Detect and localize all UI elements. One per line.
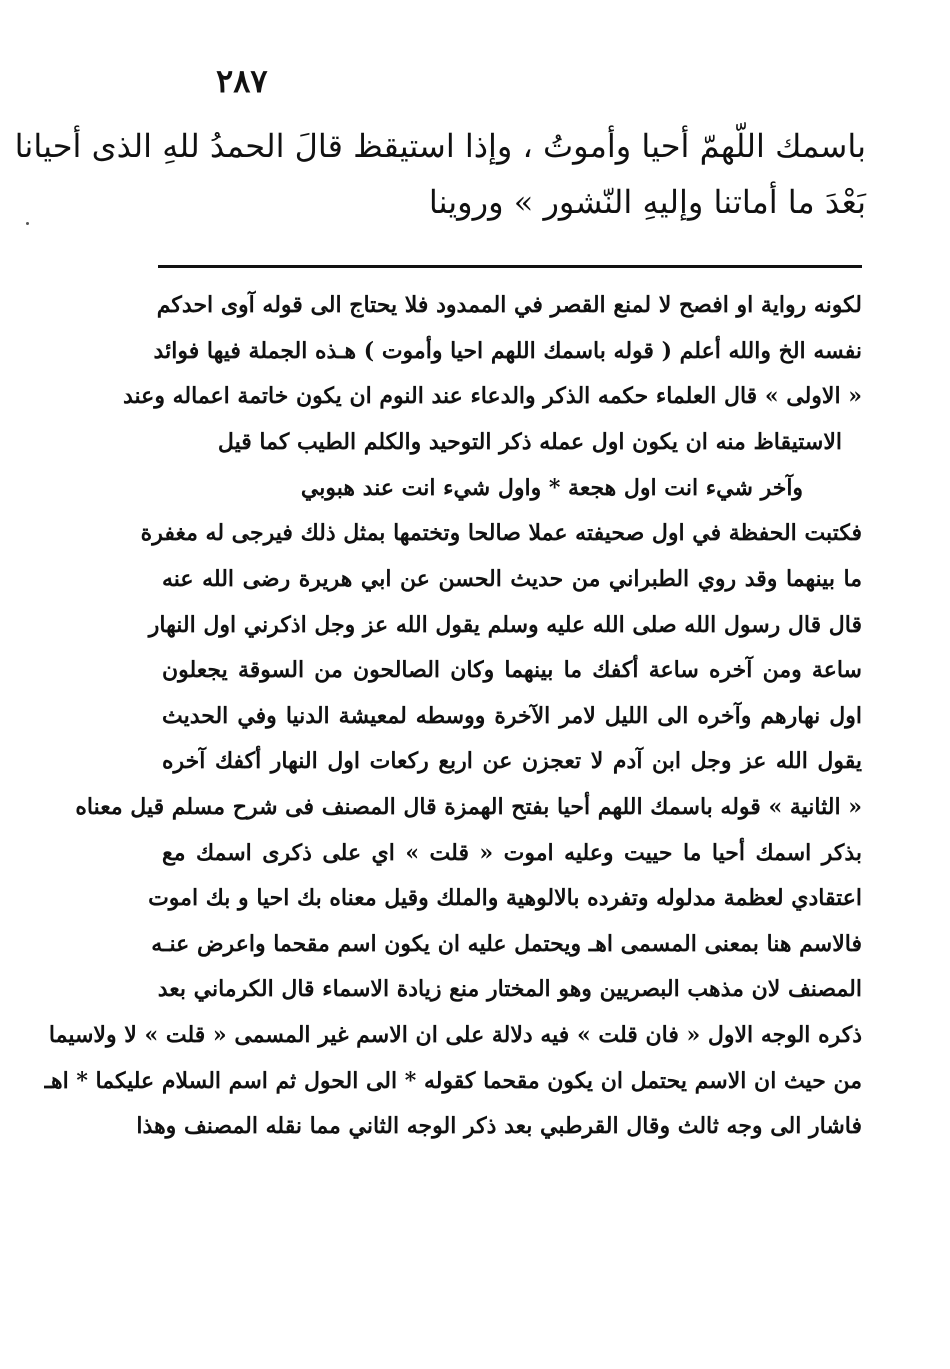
commentary-line: ساعة ومن آخره ساعة أكفك ما بينهما وكان الصالحون من السوقة يجعلون	[162, 657, 862, 684]
hadith-text	[14, 118, 866, 230]
commentary-line: لكونه رواية او افصح لا لمنع القصر في الممدود فلا يحتاج الى قوله آوى احدكم	[156, 292, 862, 318]
poetry-verse: وآخر شيء انت اول هجعة * واول شيء انت عند هبوبي	[300, 475, 804, 502]
commentary-line: نفسه الخ والله أعلم ( قوله باسمك اللهم احيا وأموت ) هـذه الجملة فيها فوائد	[153, 337, 862, 364]
commentary-text	[44, 283, 863, 1150]
commentary-line: من حيث ان الاسم يحتمل ان يكون مقحما كقوله * الى الحول ثم اسم السلام عليكما * اهـ	[44, 1067, 862, 1094]
commentary-line: ما بينهما وقد روي الطبراني من حديث الحسن عن ابي هريرة رضى الله عنه	[162, 565, 862, 592]
hadith-line: باسمك اللّهمّ أحيا وأموتُ ، وإذا استيقظ قالَ الحمدُ للهِ الذى أحيانا	[14, 127, 866, 165]
commentary-line: قال قال رسول الله صلى الله عليه وسلم يقول الله عز وجل اذكرني اول النهار	[148, 611, 862, 638]
commentary-line: الاستيقاظ منه ان يكون اول عمله ذكر التوحيد والكلم الطيب كما قيل	[217, 428, 842, 455]
commentary-line: اول نهارهم وآخره الى الليل لامر الآخرة ووسطه لمعيشة الدنيا وفي الحديث	[162, 702, 862, 729]
commentary-line: يقول الله عز وجل ابن آدم لا تعجزن عن اربع ركعات اول النهار أكفك آخره	[162, 748, 862, 775]
commentary-line: بذكر اسمك أحيا ما حييت وعليه اموت « قلت » اي على ذكرى اسمك مع	[162, 839, 863, 866]
commentary-line: اعتقادي لعظمة مدلوله وتفرده بالالوهية والملك وقيل معناه بك احيا و بك اموت	[148, 885, 862, 912]
hadith-line: بَعْدَ ما أماتنا وإليهِ النّشور » وروينا	[428, 183, 866, 221]
commentary-line: فاشار الى وجه ثالث وقال القرطبي بعد ذكر الوجه الثاني مما نقله المصنف وهذا	[136, 1113, 862, 1140]
commentary-line: ذكره الوجه الاول « فان قلت » فيه دلالة على ان الاسم غير المسمى « قلت » لا ولاسيما	[48, 1021, 862, 1048]
commentary-line: « الثانية » قوله باسمك اللهم أحيا بفتح الهمزة قال المصنف فى شرح مسلم قيل معناه	[75, 793, 862, 820]
page-number: ٢٨٧	[216, 62, 268, 100]
commentary-line: « الاولى » قال العلماء حكمه الذكر والدعاء عند النوم ان يكون خاتمة اعماله وعند	[123, 383, 862, 410]
commentary-line: فالاسم هنا بمعنى المسمى اهـ ويحتمل عليه ان يكون اسم مقحما واعرض عنـه	[151, 930, 862, 957]
margin-speck	[26, 222, 29, 225]
separator-rule	[158, 265, 862, 268]
commentary-line: فكتبت الحفظة في اول صحيفته عملا صالحا وتختمها بمثل ذلك فيرجى له مغفرة	[140, 520, 862, 547]
commentary-line: المصنف لان مذهب البصريين وهو المختار منع زيادة الاسماء قال الكرماني بعد	[157, 976, 862, 1003]
